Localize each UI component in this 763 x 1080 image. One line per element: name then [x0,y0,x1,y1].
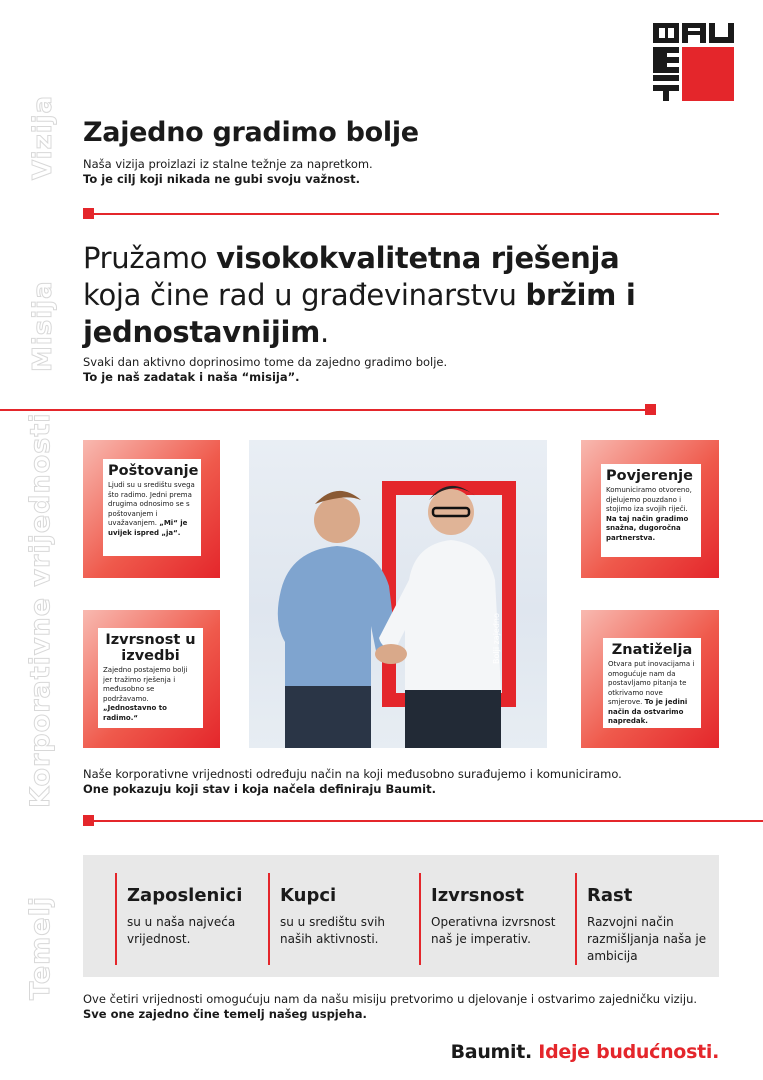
footer-brand: Baumit. [450,1041,532,1063]
foundation-line-1: Ove četiri vrijednosti omogućuju nam da našu misiju pretvorimo u djelovanje i ostvarimo zajedničku viziju. [83,992,698,1006]
side-label-vrijednosti: Korporativne vrijednosti [25,412,56,808]
mission-headline: Pružamo visokokvalitetna rješenja koja čine rad u građevinarstvu bržim i jednostavnijim. [83,241,636,349]
vision-title: Zajedno gradimo bolje [83,117,419,148]
baumit-logo [651,21,735,103]
pillar-rast [575,873,707,965]
side-label-misija: Misija [28,280,58,372]
pillar-title: Zaposlenici [127,885,243,906]
values-text [83,767,622,797]
value-card-izvrsnost: Izvrsnost u izvedbi Zajedno postajemo bolji jer tražimo rješenja i međusobno se podržavamo. „Jednostavno to radimo.“ [83,610,220,748]
foundation-text [83,992,697,1022]
side-label-vizija: Vizija [28,94,58,180]
value-title: Poštovanje [108,463,199,479]
values-line-1: Naše korporativne vrijednosti određuju način na koji međusobno surađujemo i komuniciramo. [83,767,622,781]
handshake-illustration [249,440,547,748]
divider-line [94,820,763,822]
vision-line-2: To je cilj koji nikada ne gubi svoju važnost. [83,172,360,186]
footer-tagline: Ideje budućnosti. [538,1041,719,1063]
divider-line [94,213,719,215]
mission-line-1: Svaki dan aktivno doprinosimo tome da zajedno gradimo bolje. [83,355,448,369]
mission-line-2: To je naš zadatak i naša “misija”. [83,370,300,384]
pillar-izvrsnost [419,873,567,965]
value-title: Povjerenje [606,468,693,484]
pillar-kupci [268,873,408,965]
value-title: Znatiželja [611,642,693,658]
value-card-postovanje: Poštovanje Ljudi su u središtu svega što radimo. Jedni prema drugima odnosimo se s poštovanjem i uvažavanjem. „Mi“ je uvijek ispred „ja“. [83,440,220,578]
divider-line [0,409,645,411]
value-card-povjerenje: Povjerenje Komuniciramo otvoreno, djelujemo pouzdano i stojimo iza svojih riječi. Na taj način gradimo snažna, dugoročna partnerstva. [581,440,719,578]
foundation-pillars [83,855,719,977]
divider-marker [83,208,94,219]
value-card-znatizelja: Znatiželja Otvara put inovacijama i omogućuje nam da postavljamo pitanja te otkrivamo nove smjerove. To je jedini način da ostvarimo napredak. [581,610,719,748]
pillar-text: su u naša najveća vrijednost. [127,915,236,946]
photo-caption: Bolji zajedno [492,613,501,664]
vision-line-1: Naša vizija proizlazi iz stalne težnje za napretkom. [83,157,373,171]
foundation-line-2: Sve one zajedno čine temelj našeg uspjeha. [83,1007,367,1021]
values-line-2: One pokazuju koji stav i koja načela definiraju Baumit. [83,782,436,796]
pillar-text: Razvojni način razmišljanja naša je ambicija [587,915,707,963]
pillar-title: Rast [587,885,633,906]
divider-marker [645,404,656,415]
divider-marker [83,815,94,826]
pillar-zaposlenici [115,873,255,965]
vision-text [83,157,373,187]
pillar-text: su u središtu svih naših aktivnosti. [280,915,386,946]
footer-slogan [451,1041,719,1063]
side-label-temelj: Temelj [25,895,56,1000]
pillar-title: Izvrsnost [431,885,524,906]
value-title: Izvrsnost u izvedbi [105,632,196,664]
mission-text [83,355,447,385]
handshake-photo [249,440,547,748]
pillar-title: Kupci [280,885,337,906]
pillar-text: Operativna izvrsnost naš je imperativ. [431,915,556,946]
